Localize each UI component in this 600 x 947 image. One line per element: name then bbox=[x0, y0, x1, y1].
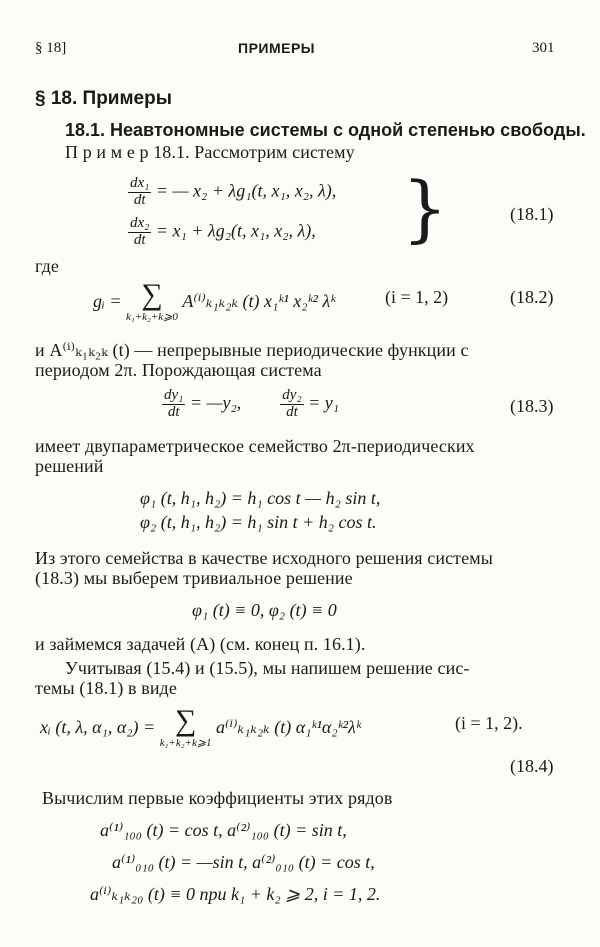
paragraph-5-line1: Учитывая (15.4) и (15.5), мы напишем решение сис- bbox=[65, 658, 470, 678]
sum-symbol: ∑ k₁+k₂+k⩾0 bbox=[126, 278, 178, 323]
eq-18-3-frac2: $\frac{\text{dy₂}}{dt}$ bbox=[282, 387, 302, 420]
section-title: § 18. Примеры bbox=[35, 88, 172, 109]
subsection-title: 18.1. Неавтономные системы с одной степенью свободы. bbox=[65, 120, 586, 140]
paragraph-4: и займемся задачей (A) (см. конец п. 16.1). bbox=[35, 634, 366, 654]
where-word: где bbox=[35, 256, 59, 276]
coefficient-line-1: a⁽¹⁾₁₀₀ (t) = cos t, a⁽²⁾₁₀₀ (t) = sin t, bbox=[100, 820, 347, 840]
paragraph-2-line1: имеет двупараметрическое семейство 2π-периодических bbox=[35, 436, 475, 456]
paragraph-3-line2: (18.3) мы выберем тривиальное решение bbox=[35, 568, 353, 588]
paragraph-1-line2: периодом 2π. Порождающая система bbox=[35, 360, 322, 380]
trivial-solution: φ₁ (t) ≡ 0, φ₂ (t) ≡ 0 bbox=[192, 600, 337, 620]
phi-2-equation: φ₂ (t, h₁, h₂) = h₁ sin t + h₂ cos t. bbox=[140, 512, 377, 532]
eq-18-1-line2: $\frac{\text{dx₂}}{dt}$ = x₁ + λg₂(t, x₁, x₂, λ), bbox=[130, 215, 316, 248]
eq-number-18-1: (18.1) bbox=[510, 204, 554, 224]
page-number: 301 bbox=[532, 40, 555, 56]
right-brace: } bbox=[402, 166, 448, 250]
eq-number-18-3: (18.3) bbox=[510, 396, 554, 416]
example-intro: П р и м е р 18.1. Рассмотрим систему bbox=[65, 142, 355, 162]
eq-18-4-condition: (i = 1, 2). bbox=[455, 713, 523, 733]
eq-number-18-4: (18.4) bbox=[510, 756, 554, 776]
eq-18-2: gᵢ = ∑ k₁+k₂+k⩾0 A⁽ⁱ⁾ₖ₁ₖ₂ₖ (t) x₁ᵏ¹ x₂ᵏ² λᵏ bbox=[93, 278, 336, 323]
eq-18-4: xᵢ (t, λ, α₁, α₂) = ∑ k₁+k₂+k⩾1 a⁽ⁱ⁾ₖ₁ₖ₂ₖ (t) α₁ᵏ¹α₂ᵏ²λᵏ bbox=[40, 704, 361, 749]
header-title: ПРИМЕРЫ bbox=[238, 40, 316, 56]
eq-18-3-frac1: $\frac{\text{dy₁}}{dt}$ bbox=[164, 387, 184, 420]
coefficient-line-3: a⁽ⁱ⁾ₖ₁ₖ₂₀ (t) ≡ 0 при k₁ + k₂ ⩾ 2, i = 1, 2. bbox=[90, 884, 381, 904]
header-section-ref: § 18] bbox=[35, 40, 67, 56]
paragraph-2-line2: решений bbox=[35, 456, 104, 476]
paragraph-6: Вычислим первые коэффициенты этих рядов bbox=[42, 788, 393, 808]
eq-18-1-frac2: $\frac{\text{dx₂}}{dt}$ bbox=[130, 215, 150, 248]
sum-symbol-2: ∑ k₁+k₂+k⩾1 bbox=[159, 704, 212, 749]
eq-18-2-condition: (i = 1, 2) bbox=[385, 287, 449, 307]
eq-18-1-line1: $\frac{\text{dx₁}}{dt}$ = — x₂ + λg₁(t, x₁, x₂, λ), bbox=[130, 175, 337, 208]
eq-number-18-2: (18.2) bbox=[510, 287, 554, 307]
eq-18-1-frac1: $\frac{\text{dx₁}}{dt}$ bbox=[130, 175, 150, 208]
paragraph-1-line1: и A⁽ⁱ⁾ₖ₁ₖ₂ₖ (t) — непрерывные периодические функции с bbox=[35, 340, 469, 360]
eq-18-3: $\frac{\text{dy₁}}{dt}$ = —y₂, $\frac{\text{dy₂}}{dt}$ = y₁ bbox=[164, 387, 340, 420]
coefficient-line-2: a⁽¹⁾₀₁₀ (t) = —sin t, a⁽²⁾₀₁₀ (t) = cos t, bbox=[112, 852, 375, 872]
paragraph-5-line2: темы (18.1) в виде bbox=[35, 678, 177, 698]
paragraph-3-line1: Из этого семейства в качестве исходного решения системы bbox=[35, 548, 493, 568]
phi-1-equation: φ₁ (t, h₁, h₂) = h₁ cos t — h₂ sin t, bbox=[140, 488, 381, 508]
